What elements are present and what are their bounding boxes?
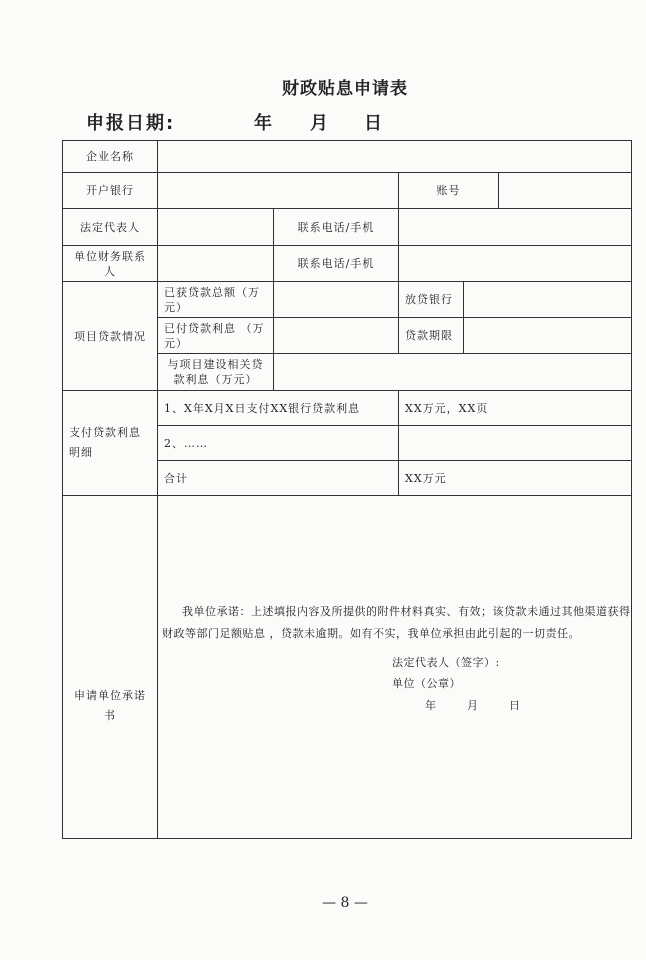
date-day: 日: [364, 113, 382, 134]
field-phone-2[interactable]: [398, 245, 632, 282]
field-related-interest[interactable]: [273, 353, 632, 391]
label-company-name: 企业名称: [62, 140, 158, 173]
total-value[interactable]: XX万元: [398, 460, 632, 496]
field-finance-contact[interactable]: [157, 245, 274, 282]
label-phone-2: 联系电话/手机: [273, 245, 399, 282]
pledge-date: 年 月 日: [425, 699, 523, 712]
field-phone-1[interactable]: [398, 208, 632, 246]
field-company-name[interactable]: [157, 140, 632, 173]
label-total: 合计: [157, 460, 399, 496]
label-legal-rep: 法定代表人: [62, 208, 158, 246]
page-number: — 8 —: [322, 895, 368, 911]
pledge-seal: 单位（公章）: [392, 677, 461, 690]
form-title: 财政贴息申请表: [282, 79, 408, 99]
field-interest-paid[interactable]: [273, 317, 399, 354]
label-loan-term: 贷款期限: [398, 317, 464, 354]
field-bank[interactable]: [157, 172, 399, 209]
label-loan-total: 已获贷款总额（万元）: [157, 281, 274, 318]
label-finance-contact: 单位财务联系人: [62, 245, 158, 282]
field-lending-bank[interactable]: [463, 281, 632, 318]
label-account: 账号: [398, 172, 499, 209]
label-pledge-section: 申请单位承诺书: [62, 495, 158, 839]
label-interest-paid: 已付贷款利息 （万元）: [157, 317, 274, 354]
report-date-label: 申报日期:: [86, 113, 176, 134]
field-loan-total[interactable]: [273, 281, 399, 318]
date-year: 年: [254, 113, 272, 134]
label-lending-bank: 放贷银行: [398, 281, 464, 318]
pledge-text: 我单位承诺：上述填报内容及所提供的附件材料真实、有效；该贷款未通过其他渠道获得财政等部门足额贴息 ，贷款未逾期。如有不实，我单位承担由此引起的一切责任。: [162, 605, 631, 640]
label-phone-1: 联系电话/手机: [273, 208, 399, 246]
pledge-signature: 法定代表人（签字）:: [392, 656, 500, 669]
field-legal-rep[interactable]: [157, 208, 274, 246]
label-loan-section: 项目贷款情况: [62, 281, 158, 391]
field-account[interactable]: [498, 172, 632, 209]
label-related-interest: 与项目建设相关贷款利息（万元）: [157, 353, 274, 391]
detail-row-1-value[interactable]: XX万元，XX页: [398, 390, 632, 426]
label-bank: 开户银行: [62, 172, 158, 209]
detail-row-1: 1、X年X月X日支付XX银行贷款利息: [157, 390, 399, 426]
label-detail-section: 支付贷款利息明细: [62, 390, 158, 496]
detail-row-2-value[interactable]: [398, 425, 632, 461]
detail-row-2: 2、……: [157, 425, 399, 461]
date-month: 月: [310, 113, 328, 134]
field-loan-term[interactable]: [463, 317, 632, 354]
